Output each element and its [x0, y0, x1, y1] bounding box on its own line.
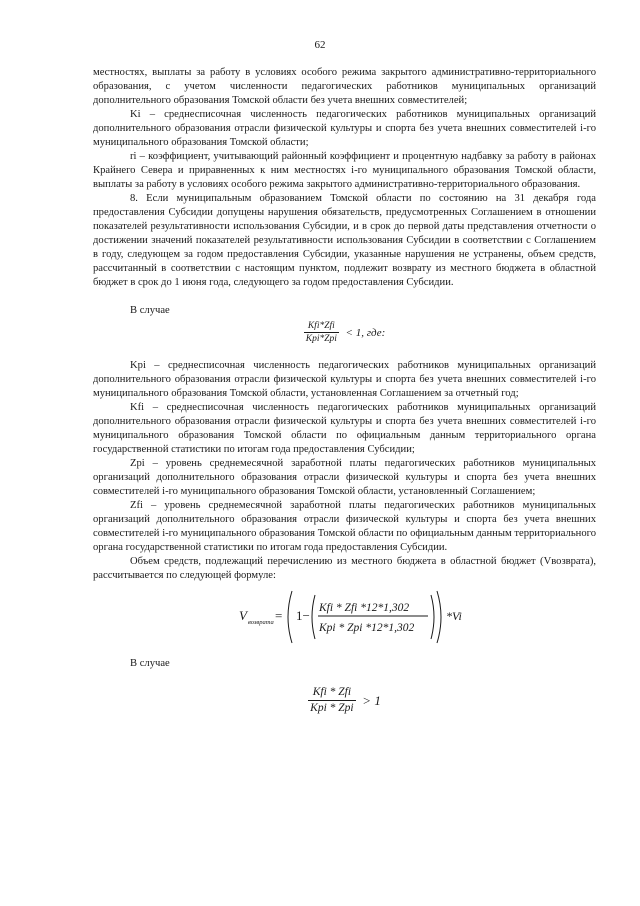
formula-denominator: Kpi*Zpi	[305, 334, 337, 344]
outer-paren-right	[437, 591, 441, 643]
page-number: 62	[314, 39, 326, 51]
page-content	[93, 66, 596, 716]
outer-paren-left	[288, 591, 292, 643]
paragraph-volume-intro: Объем средств, подлежащий перечислению из местного бюджета в областной бюджет (Vвозврата), рассчитывается по следующей формуле:	[93, 556, 596, 581]
formula-return-volume-svg	[93, 587, 596, 649]
paragraph-ri-definition: ri – коэффициент, учитывающий районный коэффициент и процентную надбавку за работу в районах Крайнего Севера и приравненных к ним местностях i-го муниципального образования Томской области, выплаты за работу в условиях особого режима закрытого административно-территориального образования.	[93, 151, 596, 190]
formula-v-denominator: Kpi * Zpi *12*1,302	[319, 622, 415, 634]
formula-denominator-2: Kpi * Zpi	[310, 702, 354, 714]
formula-lhs: V	[239, 608, 247, 623]
formula-condition-less	[93, 320, 596, 345]
formula-lhs-subscript: возврата	[248, 619, 274, 626]
formula-v-numerator: Kfi * Zfi *12*1,302	[319, 602, 410, 614]
formula-condition-greater	[93, 685, 596, 716]
formula-v-tail: *Vi	[446, 609, 462, 623]
formula-return-volume	[93, 587, 596, 649]
paragraph-ki-definition: Ki – среднесписочная численность педагогических работников муниципальных организаций дополнительного образования отрасли физической культуры и спорта без учета внешних совместителей i-го муниципального образования Томской области;	[93, 109, 596, 148]
case-label-2: В случае	[130, 658, 170, 669]
formula-numerator-2: Kfi * Zfi	[308, 685, 355, 701]
inner-paren-left	[312, 595, 315, 639]
paragraph-continuation: местностях, выплаты за работу в условиях особого режима закрытого административно-территориального образования, с учетом численности педагогических работников муниципальных организаций дополнительного образования Томской области без учета внешних совместителей;	[93, 67, 596, 106]
formula-inequality: < 1, где:	[345, 326, 386, 339]
paragraph-zpi-definition: Zpi – уровень среднемесячной заработной платы педагогических работников муниципальных организаций дополнительного образования отрасли физической культуры и спорта без учета внешних совместителей i-го муниципального образования Томской области, установленный Соглашением;	[93, 458, 596, 497]
formula-fraction-2	[308, 685, 355, 716]
formula-inequality-2: > 1	[362, 692, 381, 708]
formula-equals: =	[275, 608, 283, 623]
formula-one-minus: 1−	[296, 608, 310, 623]
formula-numerator: Kfi*Zfi	[304, 320, 339, 333]
paragraph-kpi-definition: Kpi – среднесписочная численность педагогических работников муниципальных организаций дополнительного образования отрасли физической культуры и спорта без учета внешних совместителей i-го муниципального образования Томской области, установленная Соглашением за отчетный год;	[93, 360, 596, 399]
paragraph-item-8: 8. Если муниципальным образованием Томской области по состоянию на 31 декабря года предоставления Субсидии допущены нарушения обязательств, предусмотренных Соглашением в отношении показателей результативности использования Субсидии, и в срок до первой даты представления отчетности о достижении значений показателей результативности использования Субсидии в соответствии с Соглашением в году, следующем за годом предоставления Субсидии, указанные нарушения не устранены, объем средств, рассчитанный в соответствии с настоящим пунктом, подлежит возврату из местного бюджета в областной бюджет в срок до 1 июня года, следующего за годом предоставления Субсидии.	[93, 193, 596, 288]
inner-paren-right	[431, 595, 434, 639]
formula-fraction	[304, 320, 339, 345]
paragraph-kfi-definition: Kfi – среднесписочная численность педагогических работников муниципальных организаций дополнительного образования отрасли физической культуры и спорта без учета внешних совместителей i-го муниципального образования Томской области по официальным данным территориального органа государственной статистики по итогам года предоставления Субсидии;	[93, 402, 596, 455]
paragraph-zfi-definition: Zfi – уровень среднемесячной заработной платы педагогических работников муниципальных организаций дополнительного образования отрасли физической культуры и спорта без учета внешних совместителей i-го муниципального образования Томской области по официальным данным территориального органа государственной статистики по итогам года предоставления Субсидии.	[93, 500, 596, 553]
case-label-1: В случае	[130, 305, 170, 316]
